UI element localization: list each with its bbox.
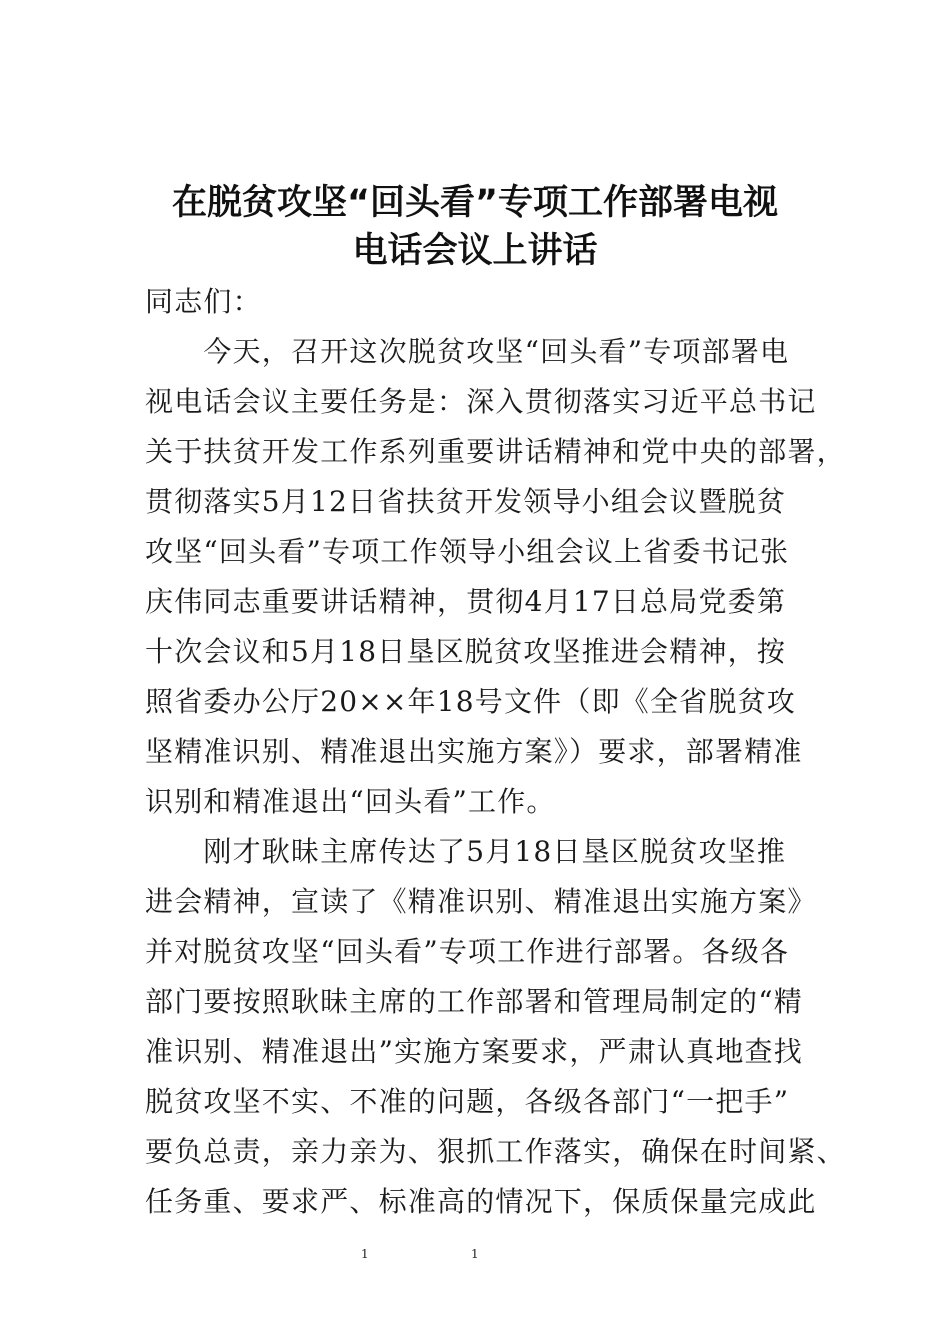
body-line: 进会精神，宣读了《精准识别、精准退出实施方案》 <box>145 885 817 918</box>
body-line: 视电话会议主要任务是：深入贯彻落实习近平总书记 <box>145 385 817 418</box>
body-line: 要负总责，亲力亲为、狠抓工作落实，确保在时间紧、 <box>145 1135 846 1168</box>
body-line: 照省委办公厅20××年18号文件（即《全省脱贫攻 <box>145 685 796 718</box>
body-line: 十次会议和5月18日垦区脱贫攻坚推进会精神，按 <box>145 635 787 668</box>
body-line: 刚才耿昧主席传达了5月18日垦区脱贫攻坚推 <box>145 835 787 868</box>
body-line: 部门要按照耿昧主席的工作部署和管理局制定的“精 <box>145 985 803 1018</box>
salutation: 同志们： <box>145 285 262 318</box>
document-title-line-1: 在脱贫攻坚“回头看”专项工作部署电视 <box>171 183 778 223</box>
body-line: 任务重、要求严、标准高的情况下，保质保量完成此 <box>145 1185 817 1218</box>
body-line: 今天，召开这次脱贫攻坚“回头看”专项部署电 <box>145 335 790 368</box>
body-line: 关于扶贫开发工作系列重要讲话精神和党中央的部署， <box>145 435 846 468</box>
body-line: 庆伟同志重要讲话精神，贯彻4月17日总局党委第 <box>145 585 787 618</box>
page-number-right: 1 <box>471 1247 479 1261</box>
page-number-left: 1 <box>361 1247 369 1261</box>
body-line: 识别和精准退出“回头看”工作。 <box>145 785 556 818</box>
document-title-line-2: 电话会议上讲话 <box>352 231 598 271</box>
body-line: 脱贫攻坚不实、不准的问题，各级各部门“一把手” <box>145 1085 790 1118</box>
body-line: 准识别、精准退出”实施方案要求，严肃认真地查找 <box>145 1035 803 1068</box>
body-line: 贯彻落实5月12日省扶贫开发领导小组会议暨脱贫 <box>145 485 787 518</box>
body-line: 坚精准识别、精准退出实施方案》）要求，部署精准 <box>145 735 803 768</box>
body-line: 并对脱贫攻坚“回头看”专项工作进行部署。各级各 <box>145 935 790 968</box>
body-line: 攻坚“回头看”专项工作领导小组会议上省委书记张 <box>145 535 790 568</box>
